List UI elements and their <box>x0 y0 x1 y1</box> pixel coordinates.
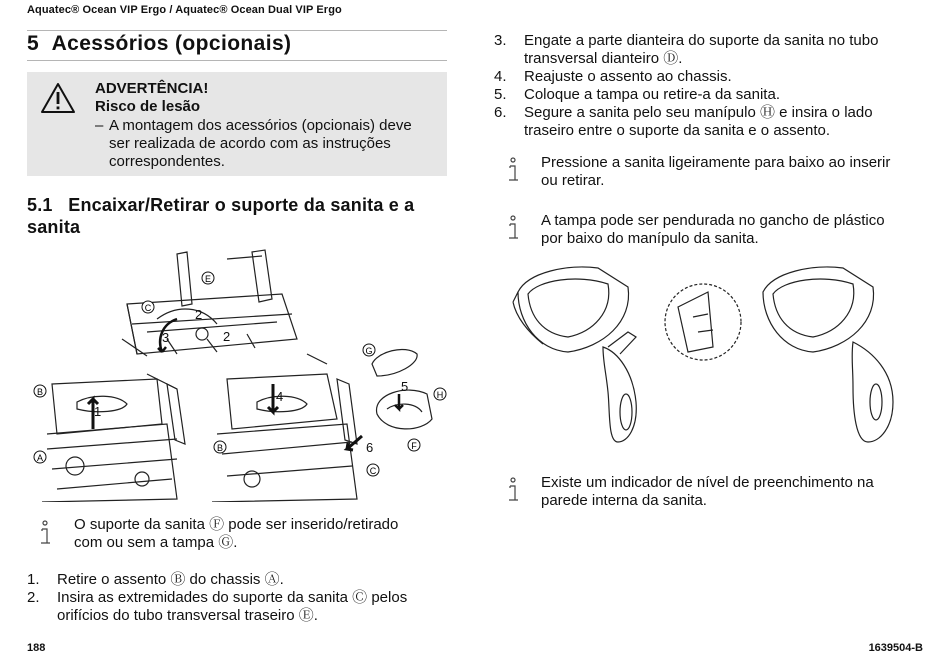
step-number: 6 <box>366 440 374 455</box>
callout-B-left <box>34 385 46 397</box>
callout-C-bottom <box>367 464 379 476</box>
step-number: 5 <box>401 379 409 394</box>
assembly-illustration <box>27 244 452 502</box>
callout-B-middle <box>214 441 226 453</box>
callout-text: B <box>216 443 224 453</box>
steps-left <box>27 571 427 625</box>
pan-right <box>763 267 893 442</box>
callout-text: C <box>369 466 377 476</box>
warning-dash: – <box>95 117 104 134</box>
callout-F <box>408 439 420 451</box>
callout-E <box>202 272 214 284</box>
warning-triangle-icon <box>40 82 76 114</box>
step-text: Engate a parte dianteira do suporte da sanita no tubo transversal dianteiro Ⓓ. <box>524 32 879 67</box>
callout-C-top <box>142 301 154 313</box>
info-icon <box>506 215 520 241</box>
step-text: Segure a sanita pelo seu manípulo Ⓗ e insira o lado traseiro entre o suporte da sanita e o assento. <box>524 104 873 139</box>
callout-text: H <box>436 390 444 400</box>
step-number: 1 <box>94 404 102 419</box>
callout-text: C <box>144 303 152 313</box>
step-number: 3 <box>162 330 170 345</box>
panel-bottom-middle-frame <box>212 354 357 502</box>
panel-bottom-left-frame <box>42 374 185 502</box>
step-3 <box>494 32 906 68</box>
step-4 <box>494 68 906 86</box>
warning-body <box>95 117 430 171</box>
figure-step-numbers <box>94 307 408 455</box>
info-icon <box>38 520 52 546</box>
chapter-title <box>27 32 291 56</box>
step-number: 2 <box>195 307 203 322</box>
step-text: Insira as extremidades do suporte da sanita Ⓒ pelos orifícios do tubo transversal traseiro Ⓔ. <box>57 589 408 624</box>
running-header: Aquatec® Ocean VIP Ergo / Aquatec® Ocean Dual VIP Ergo <box>27 4 342 16</box>
callout-text: A <box>36 453 44 463</box>
step-2 <box>27 589 427 625</box>
chapter-title-text: Acessórios (opcionais) <box>51 32 292 55</box>
info-icon <box>506 477 520 503</box>
step-1 <box>27 571 427 589</box>
section-number: 5.1 <box>27 195 53 215</box>
note-right-3: Existe um indicador de nível de preenchimento na parede interna da sanita. <box>541 474 874 509</box>
callout-text: G <box>365 346 373 356</box>
warning-text: A montagem dos acessórios (opcionais) deve ser realizada de acordo com as instruções correspondentes. <box>109 117 412 170</box>
note-right-2: A tampa pode ser pendurada no gancho de plástico por baixo do manípulo da sanita. <box>541 212 885 247</box>
step-num: 6. <box>494 104 507 121</box>
pan-left <box>513 267 636 442</box>
warning-subtitle: Risco de lesão <box>95 98 201 115</box>
step-num: 4. <box>494 68 507 85</box>
callout-G <box>363 344 375 356</box>
page-number: 188 <box>27 642 46 654</box>
callout-A <box>34 451 46 463</box>
step-num: 2. <box>27 589 40 606</box>
note-right-1: Pressione a sanita ligeiramente para baixo ao inserir ou retirar. <box>541 154 891 189</box>
section-title <box>27 194 437 238</box>
step-5 <box>494 86 906 104</box>
step-number: 2 <box>223 329 231 344</box>
warning-title: ADVERTÊNCIA! <box>95 80 209 97</box>
step-num: 5. <box>494 86 507 103</box>
callout-H <box>434 388 446 400</box>
chapter-rule <box>27 60 447 61</box>
info-icon <box>506 157 520 183</box>
step-text: Retire o assento Ⓑ do chassis Ⓐ. <box>57 571 284 588</box>
section-title-text: Encaixar/Retirar o suporte da sanita e a sanita <box>27 195 415 237</box>
step-num: 1. <box>27 571 40 588</box>
callout-text: E <box>204 274 212 284</box>
step-6 <box>494 104 906 140</box>
chapter-number: 5 <box>27 32 40 55</box>
pan-lid-illustration <box>508 262 908 444</box>
step-number: 4 <box>276 389 284 404</box>
callout-text: F <box>411 441 417 451</box>
note-left: O suporte da sanita Ⓕ pode ser inserido/retirado com ou sem a tampa Ⓖ. <box>74 516 399 551</box>
header-rule <box>27 30 447 31</box>
steps-right <box>494 32 906 140</box>
step-num: 3. <box>494 32 507 49</box>
detail-circle <box>665 284 741 360</box>
callout-text: B <box>36 387 44 397</box>
step-text: Reajuste o assento ao chassis. <box>524 68 732 85</box>
doc-code: 1639504-B <box>868 642 923 654</box>
step-text: Coloque a tampa ou retire-a da sanita. <box>524 86 780 103</box>
